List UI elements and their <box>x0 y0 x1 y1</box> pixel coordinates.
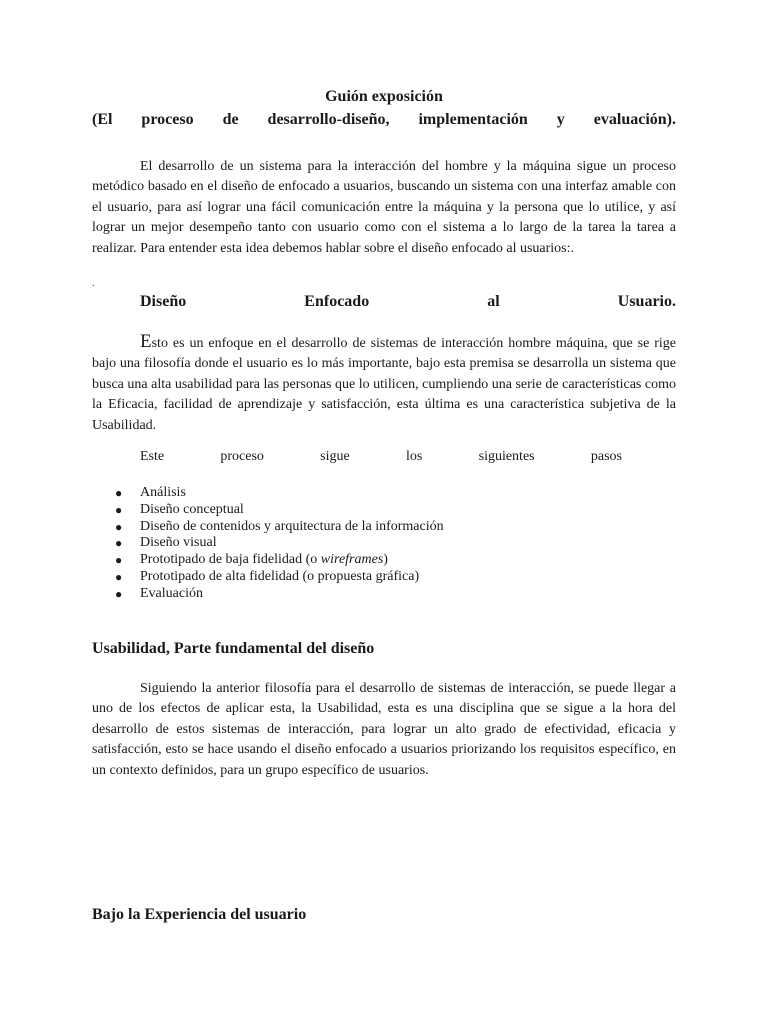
step-label: Diseño conceptual <box>140 501 244 517</box>
list-item <box>92 569 444 586</box>
stray-dot: . <box>92 278 95 289</box>
steps-intro: Este proceso sigue los siguientes pasos <box>140 449 622 464</box>
step-label-italic: wireframes <box>320 552 384 568</box>
section2-paragraph-text: Siguiendo la anterior filosofía para el desarrollo de sistemas de interacción, se puede llegar a uno de los efectos de aplicar esta, la Usabilidad, esta es una disciplina que se sigue a la hora del desarrollo de estos sistemas de interacción, para lograr un alto grado de efectividad, eficacia y satisfacción, esto se hace usando el diseño enfocado a usuarios priorizando los requisitos específico, en un contexto definidos, para un grupo específico de usuarios. <box>92 681 676 778</box>
bullet-icon: ● <box>115 519 123 534</box>
section3-heading: Bajo la Experiencia del usuario <box>92 906 307 923</box>
bullet-icon: ● <box>115 486 123 500</box>
step-label: Prototipado de baja fidelidad (o <box>140 552 321 568</box>
step-label: Diseño visual <box>140 535 217 551</box>
step-label: Prototipado de alta fidelidad (o propuesta gráfica) <box>140 568 420 584</box>
step-label: Diseño de contenidos y arquitectura de la información <box>140 518 444 534</box>
list-item <box>92 502 444 519</box>
step-label: Evaluación <box>140 585 203 601</box>
list-item <box>92 485 444 502</box>
list-item <box>92 552 444 569</box>
list-item <box>92 519 444 536</box>
intro-paragraph-text: El desarrollo de un sistema para la interacción del hombre y la máquina sigue un proceso metódico basado en el diseño de enfocado a usuarios, buscando un sistema con una interfaz amable con el usuario, para así lograr una fácil comunicación entre la máquina y la persona que lo utilice, y así lograr un mejor desempeño tanto con usuario como con el sistema a lo largo de la tarea la tarea a realizar. Para entender esta idea debemos hablar sobre el diseño enfocado al usuarios:. <box>92 159 676 256</box>
steps-list <box>92 485 444 603</box>
list-item <box>92 535 444 552</box>
section1-paragraph <box>92 332 676 436</box>
section2-paragraph <box>92 679 676 781</box>
section1-paragraph-text: sto es un enfoque en el desarrollo de sistemas de interacción hombre máquina, que se rige bajo una filosofía donde el usuario es lo más importante, bajo esta premisa se desarrolla un sistema que busca una alta usabilidad para las personas que lo utilicen, cumpliendo una serie de características como la Eficacia, facilidad de aprendizaje y satisfacción, esta última es una característica subjetiva de la Usabilidad. <box>92 336 676 433</box>
section2-heading: Usabilidad, Parte fundamental del diseño <box>92 640 375 657</box>
step-label: Análisis <box>140 485 186 500</box>
drop-letter: E <box>140 331 152 352</box>
bullet-icon: ● <box>115 502 123 517</box>
step-label-suffix: ) <box>383 552 388 568</box>
list-item <box>92 586 444 603</box>
document-title: Guión exposición <box>325 88 443 105</box>
document-subtitle: (El proceso de desarrollo-diseño, implementación y evaluación). <box>92 111 676 128</box>
bullet-icon: ● <box>115 569 123 584</box>
intro-paragraph <box>92 157 676 259</box>
bullet-icon: ● <box>115 536 123 551</box>
bullet-icon: ● <box>115 586 123 601</box>
section1-heading: Diseño Enfocado al Usuario. <box>140 293 676 310</box>
bullet-icon: ● <box>115 553 123 568</box>
